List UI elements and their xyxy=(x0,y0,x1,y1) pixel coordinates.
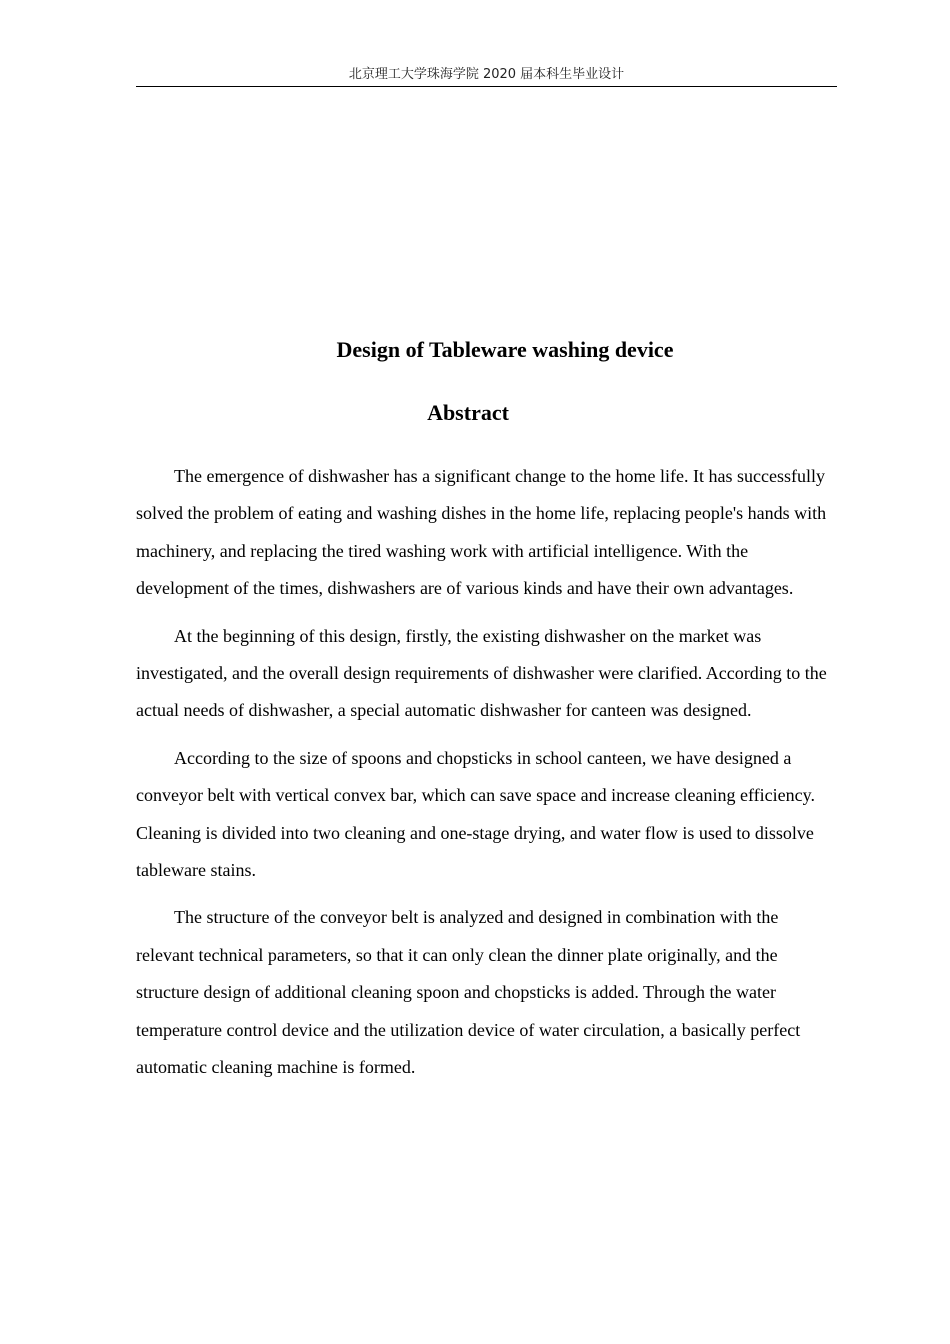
abstract-heading: Abstract xyxy=(427,400,509,425)
abstract-body xyxy=(136,458,837,1097)
abstract-paragraph-3: According to the size of spoons and chopsticks in school canteen, we have designed a conveyor belt with vertical convex bar, which can save space and increase cleaning efficiency. Cleaning is divided into two cleaning and one-stage drying, and water flow is used to dissolve tableware stains. xyxy=(136,747,815,881)
abstract-paragraph-4: The structure of the conveyor belt is analyzed and designed in combination with the relevant technical parameters, so that it can only clean the dinner plate originally, and the structure design of additional cleaning spoon and chopsticks is added. Through the water temperature control device and the utilization device of water circulation, a basically perfect automatic cleaning machine is formed. xyxy=(136,907,801,1078)
abstract-paragraph-1: The emergence of dishwasher has a significant change to the home life. It has successfully solved the problem of eating and washing dishes in the home life, replacing people's hands with machinery, and replacing the tired washing work with artificial intelligence. With the development of the times, dishwashers are of various kinds and have their own advantages. xyxy=(136,466,827,599)
document-title: Design of Tableware washing device xyxy=(336,337,674,362)
running-header: 北京理工大学珠海学院 2020 届本科生毕业设计 xyxy=(136,66,837,87)
abstract-paragraph-2: At the beginning of this design, firstly, the existing dishwasher on the market was investigated, and the overall design requirements of dishwasher were clarified. According to the actual needs of dishwasher, a special automatic dishwasher for canteen was designed. xyxy=(136,625,827,721)
